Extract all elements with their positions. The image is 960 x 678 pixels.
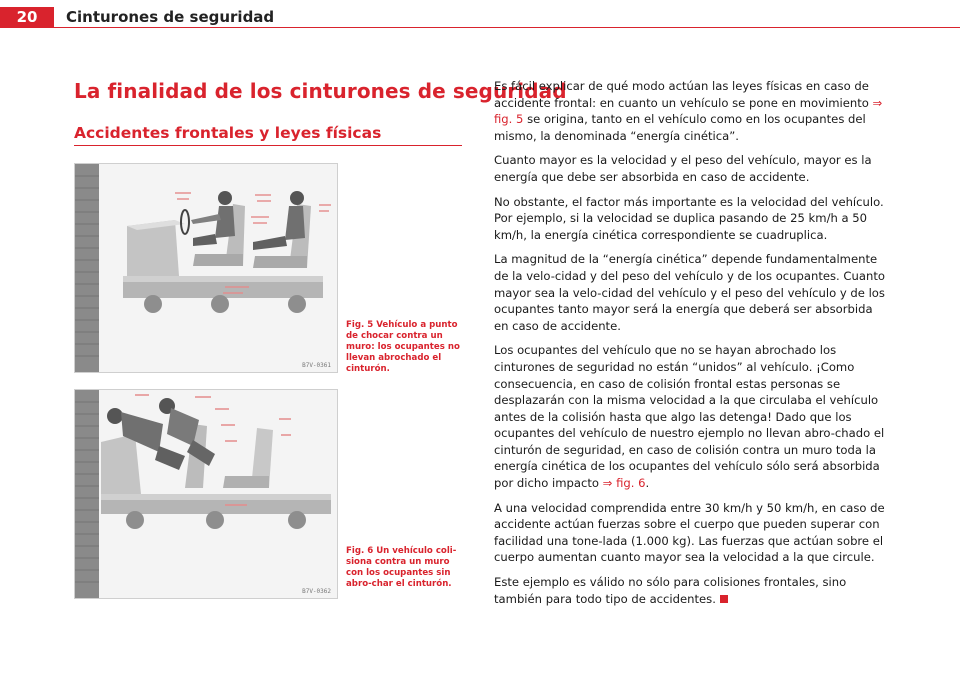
figure-5-illustration <box>74 163 338 373</box>
body-text <box>494 78 886 615</box>
figure-6-illustration <box>74 389 338 599</box>
end-of-section-marker <box>720 595 728 603</box>
figure-6-link[interactable]: ⇒ fig. 6 <box>602 476 646 491</box>
header-rule <box>54 27 960 28</box>
subtitle-rule <box>74 145 462 146</box>
running-section-title: Cinturones de seguridad <box>66 8 275 26</box>
figure-5-link[interactable]: ⇒ fig. 5 <box>494 95 883 127</box>
paragraph-5: Los ocupantes del vehículo que no se hayan abrochado los cinturones de seguridad no están “unidos” al vehículo. ¡Como consecuencia, en caso de colisión frontal estas personas se desplazarán con la misma velocidad a la que circulaba el vehículo antes de la colisión hasta que algo las detenga! Dado que los ocupantes del vehículo de nuestro ejemplo no llevan abro-chado el cinturón de seguridad, en caso de colisión contra un muro toda la energía cinética de los ocupantes del vehículo sólo será absorbida por dicho impacto ⇒ fig. 6. <box>494 343 885 491</box>
paragraph-1: Es fácil explicar de qué modo actúan las leyes físicas en caso de accidente frontal: en cuanto un vehículo se pone en movimiento ⇒ fig. 5 se origina, tanto en el vehículo como en los ocupantes del mismo, la denominada “energía cinética”. <box>494 79 883 143</box>
paragraph-4: La magnitud de la “energía cinética” depende fundamentalmente de la velo-cidad y del peso del vehículo y de los ocupantes. Cuanto mayor sea la velo-cidad del vehículo y el peso del vehículo y de los ocupantes tanto mayor será la energía que deberá ser absorbida en caso de accidente. <box>494 252 885 333</box>
figure-5-code: B7V-0361 <box>302 362 331 369</box>
page-title: La finalidad de los cinturones de seguridad <box>74 79 567 103</box>
paragraph-7: Este ejemplo es válido no sólo para colisiones frontales, sino también para todo tipo de accidentes. <box>494 575 847 606</box>
page-header <box>0 0 960 28</box>
page-number: 20 <box>0 7 54 28</box>
paragraph-2: Cuanto mayor es la velocidad y el peso del vehículo, mayor es la energía que debe ser absorbida en caso de accidente. <box>494 153 872 184</box>
paragraph-6: A una velocidad comprendida entre 30 km/h y 50 km/h, en caso de accidente actúan fuerzas sobre el cuerpo que pueden superar con facilidad una tone-lada (1.000 kg). Las fuerzas que actúan sobre el cuerpo aumentan cuanto mayor sea la velocidad a la que circule. <box>494 500 885 565</box>
paragraph-3: No obstante, el factor más importante es la velocidad del vehículo. Por ejemplo, si la velocidad se duplica pasando de 25 km/h a 50 km/h, la energía cinética correspondiente se cuadruplica. <box>494 194 884 242</box>
figure-5-caption: Fig. 5 Vehículo a punto de chocar contra un muro: los ocupantes no llevan abrochado el cinturón. <box>346 320 460 374</box>
section-subtitle: Accidentes frontales y leyes físicas <box>74 124 382 142</box>
figure-6-code: B7V-0362 <box>302 588 331 595</box>
figure-6-caption: Fig. 6 Un vehículo coli-siona contra un muro con los ocupantes sin abro-char el cinturón. <box>346 546 457 589</box>
